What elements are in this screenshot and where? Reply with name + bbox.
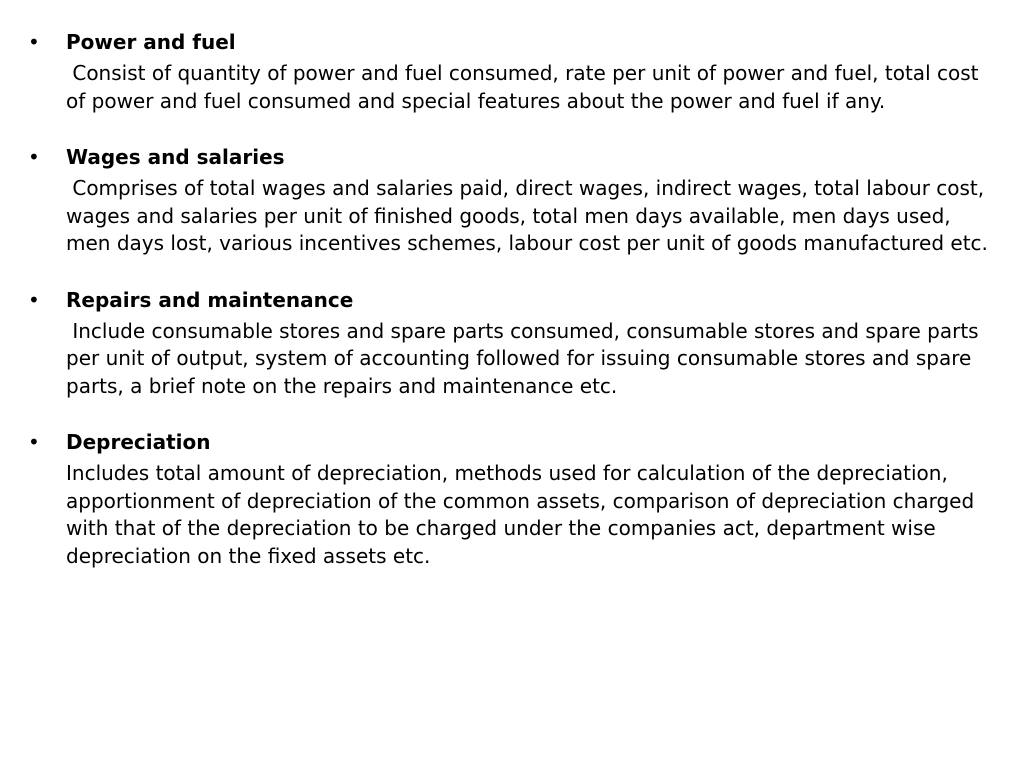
bullet-icon: •	[28, 145, 40, 169]
item-description: Consist of quantity of power and fuel consumed, rate per unit of power and fuel, total cost of power and fuel consumed and special features about the power and fuel if any.	[66, 61, 985, 113]
item-heading: Power and fuel	[66, 30, 236, 54]
item-heading: Repairs and maintenance	[66, 287, 354, 312]
bullet-icon: •	[28, 430, 40, 454]
item-description: Comprises of total wages and salaries paid, direct wages, indirect wages, total labour cost, wages and salaries per unit of finished goods, total men days available, men days used, men days lost, various incentives schemes, labour cost per unit of goods manufactured etc.	[66, 176, 991, 255]
bullet-icon: •	[28, 30, 40, 54]
list-item-depreciation	[28, 428, 996, 570]
item-heading: Wages and salaries	[66, 145, 285, 169]
bullet-icon: •	[28, 287, 40, 312]
list-item-power-and-fuel	[28, 28, 996, 115]
item-heading: Depreciation	[66, 430, 211, 454]
list-item-repairs-and-maintenance	[28, 286, 996, 401]
bullet-list	[28, 28, 996, 598]
item-description: Include consumable stores and spare parts consumed, consumable stores and spare parts per unit of output, system of accounting followed for issuing consumable stores and spare parts, a brief note on the repairs and maintenance etc.	[66, 318, 985, 398]
list-item-wages-and-salaries	[28, 143, 996, 258]
item-description: Includes total amount of depreciation, methods used for calculation of the depreciation, apportionment of depreciation of the common assets, comparison of depreciation charged with that of the depreciation to be charged under the companies act, department wise depreciation on the fixed assets etc.	[66, 461, 981, 568]
